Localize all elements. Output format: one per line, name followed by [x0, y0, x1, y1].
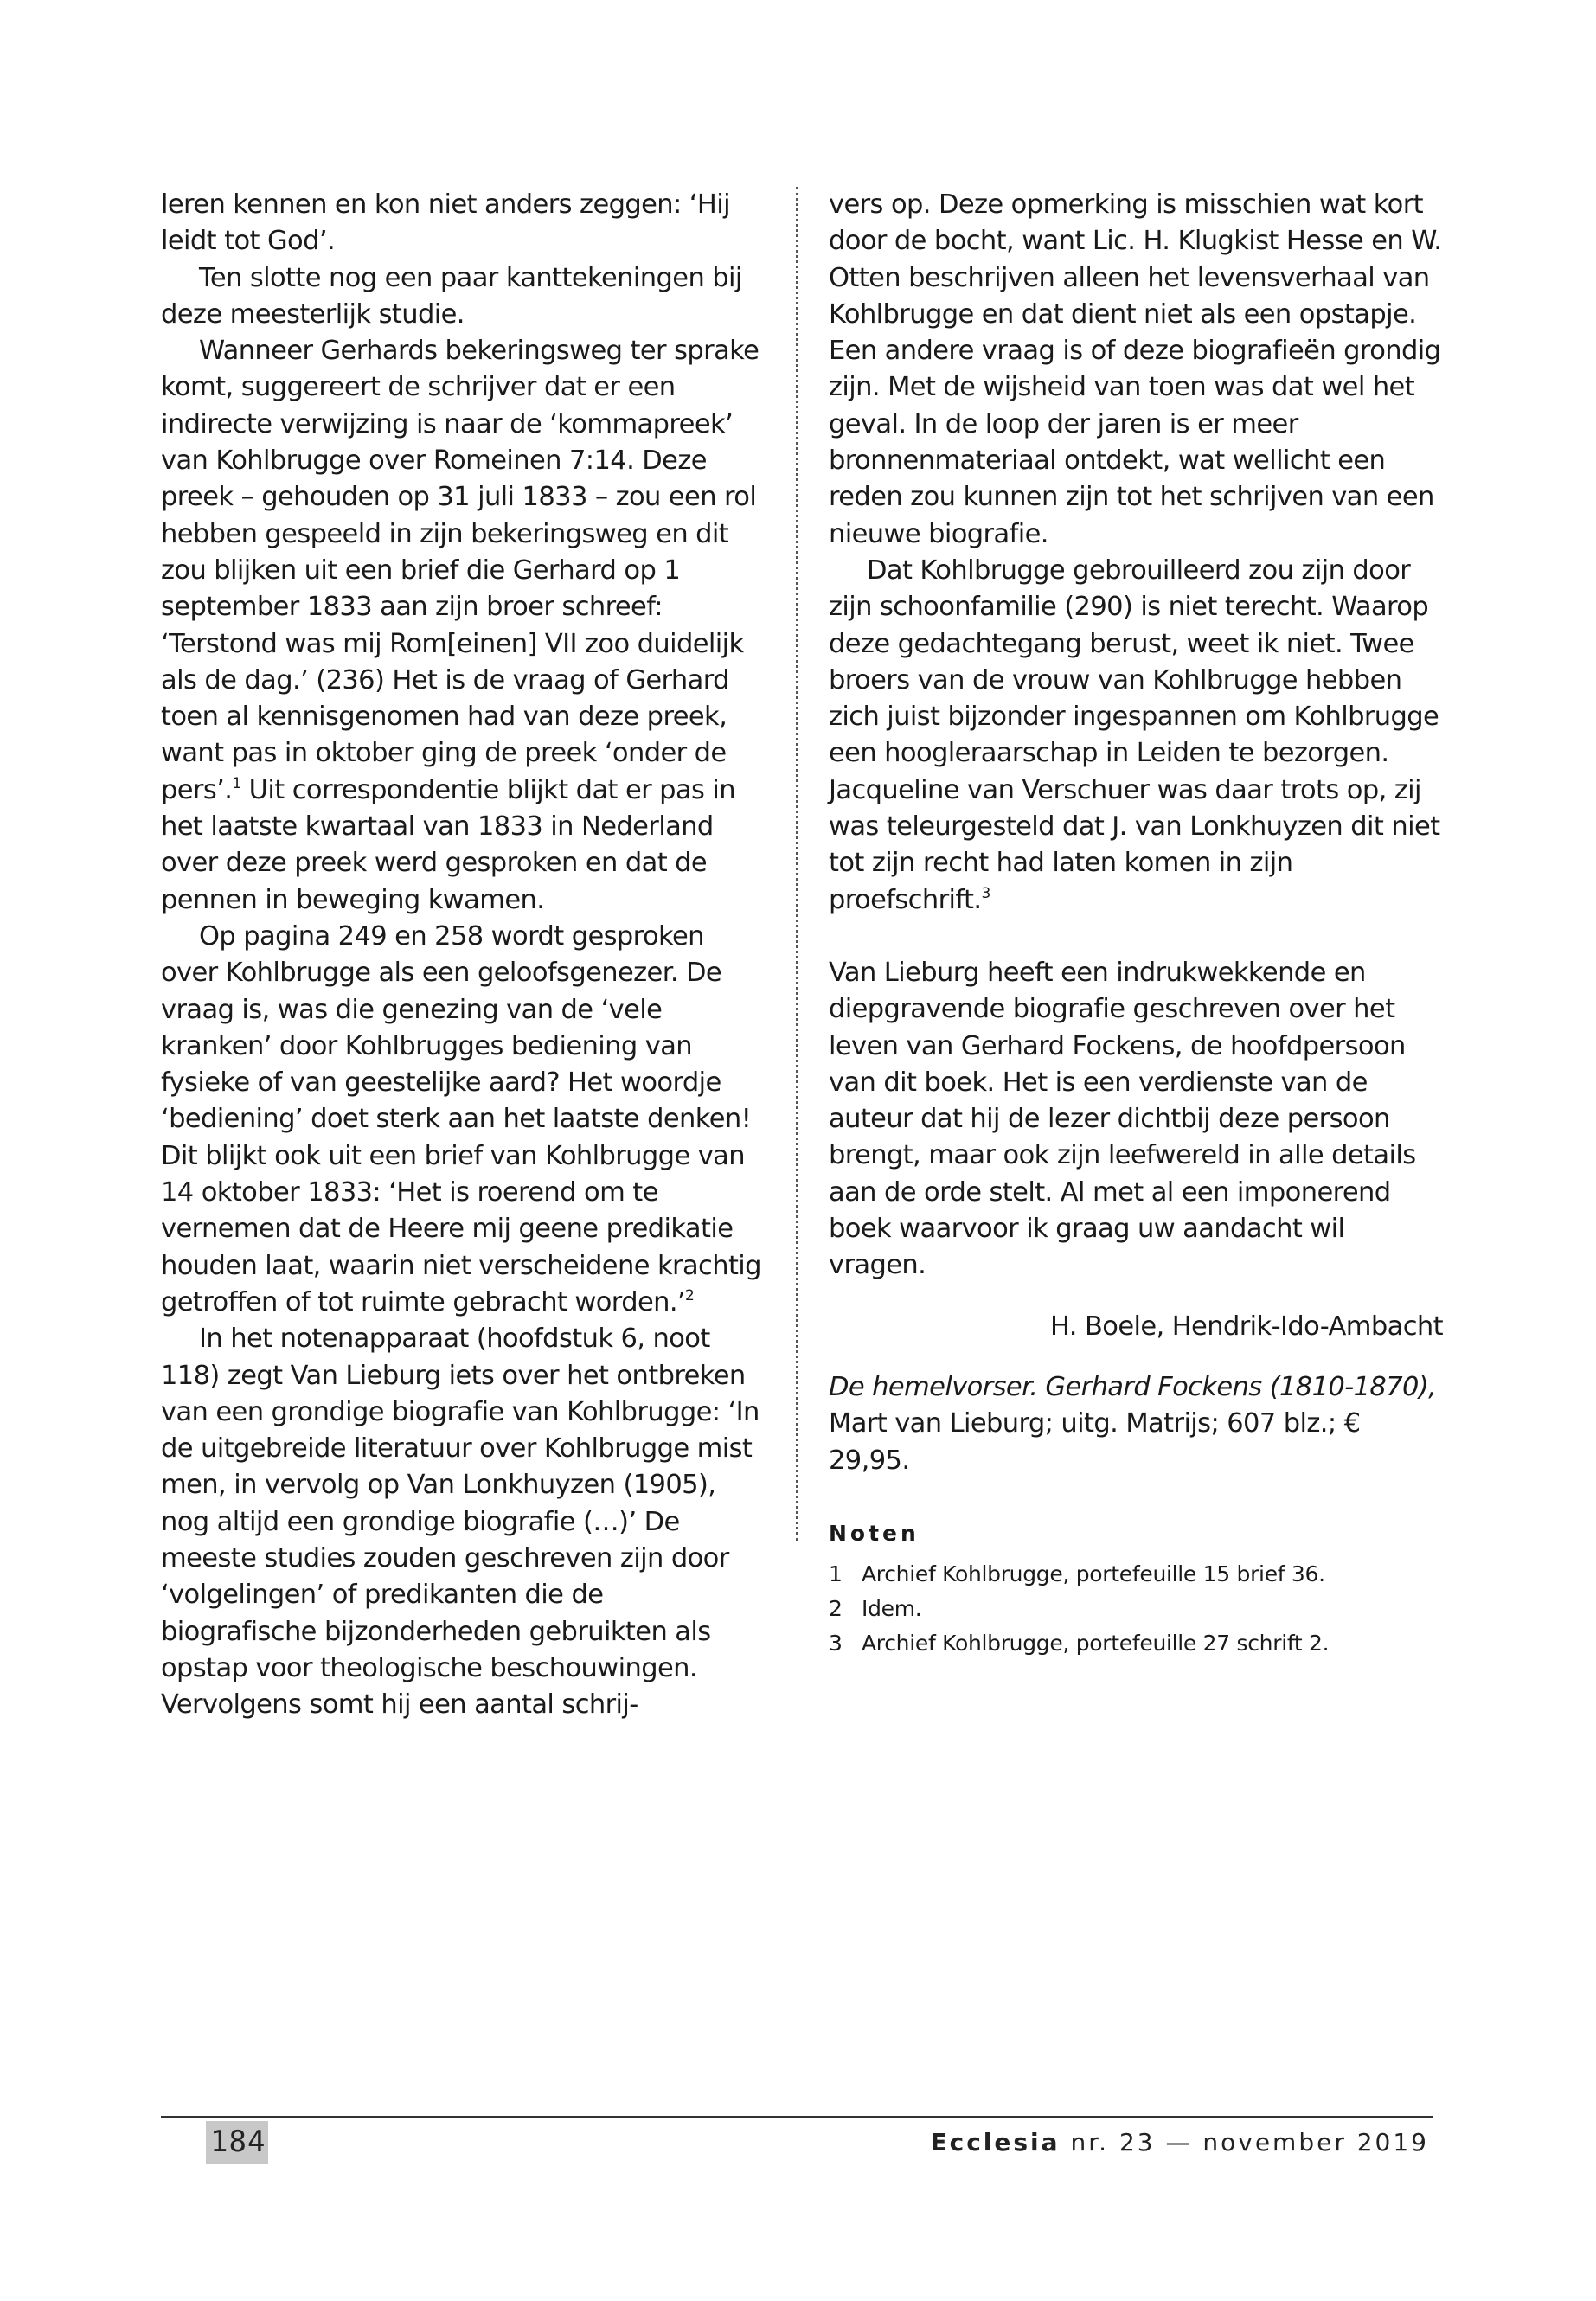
paragraph — [161, 333, 766, 919]
spacer — [829, 1479, 1443, 1503]
page-number: 184 — [210, 2125, 266, 2159]
book-reference — [829, 1369, 1443, 1479]
spacer — [829, 919, 1443, 955]
paragraph-text: Op pagina 249 en 258 wordt gesproken over Kohlbrugge als een geloofsgenezer. De vraag is, was die genezing van de ‘vele kranken’ door Kohlbrugges bediening van fysieke of van geestelijke aard? Het woordje ‘bediening’ doet sterk aan het laatste denken! Dit blijkt ook uit een brief van Kohlbrugge van 14 oktober 1833: ‘Het is roerend om te vernemen dat de Heere mij geene predikatie houden laat, waarin niet verscheidene krachtig getroffen of tot ruimte gebracht worden.’ — [161, 920, 761, 1317]
author-signature: H. Boele, Hendrik-Ido-Ambacht — [1049, 1311, 1443, 1342]
note-item — [829, 1592, 1443, 1626]
note-text: Idem. — [862, 1596, 922, 1622]
note-number: 3 — [829, 1631, 843, 1657]
paragraph: vers op. Deze opmerking is misschien wat kort door de bocht, want Lic. H. Klugkist Hesse en W. Otten beschrijven alleen het levensverhaal van Kohlbrugge en dat dient niet als een opstapje. Een andere vraag is of deze biografieën grondig zijn. Met de wijsheid van toen was dat wel het geval. In de loop der jaren is er meer bronnenmateriaal ontdekt, wat wellicht een reden zou kunnen zijn tot het schrijven van een nieuwe biografie. — [829, 189, 1442, 549]
notes-heading: Noten — [829, 1520, 920, 1546]
paragraph: Ten slotte nog een paar kanttekeningen bij deze meesterlijk studie. — [161, 262, 742, 330]
paragraph-text: Wanneer Gerhards bekeringsweg ter sprake komt, suggereert de schrijver dat er een indirecte verwijzing is naar de ‘kommapreek’ van Kohlbrugge over Romeinen 7:14. Deze preek – gehouden op 31 juli 1833 – zou een rol hebben gespeeld in zijn bekeringsweg en dit zou blijken uit een brief die Gerhard op 1 september 1833 aan zijn broer schreef: ‘Terstond was mij Rom[einen] VII zoo duidelijk als de dag.’ (236) Het is de vraag of Gerhard toen al kennisgenomen had van deze preek, want pas in oktober ging de preek ‘onder de pers’. — [161, 336, 760, 805]
book-title: De hemelvorser. Gerhard Fockens (1810-1870), — [829, 1371, 1437, 1402]
note-number: 2 — [829, 1596, 843, 1622]
book-details: Mart van Lieburg; uitg. Matrijs; 607 blz.; € 29,95. — [829, 1408, 1361, 1476]
spacer — [829, 1345, 1443, 1369]
note-item — [829, 1626, 1443, 1661]
note-text: Archief Kohlbrugge, portefeuille 15 brief 36. — [862, 1561, 1325, 1587]
journal-footer — [930, 2128, 1429, 2157]
paragraph-text: Dat Kohlbrugge gebrouilleerd zou zijn door zijn schoonfamilie (290) is niet terecht. Waarop deze gedachtegang berust, weet ik niet. Twee broers van de vrouw van Kohlbrugge hebben zich juist bijzonder ingespannen om Kohlbrugge een hoogleraarschap in Leiden te bezorgen. Jacqueline van Verschuer was daar trots op, zij was teleurgesteld dat J. van Lonkhuyzen dit niet tot zijn recht had laten komen in zijn proefschrift. — [829, 554, 1440, 915]
paragraph: Van Lieburg heeft een indrukwekkende en diepgravende biografie geschreven over het leven van Gerhard Fockens, de hoofdpersoon van dit boek. Het is een verdienste van de auteur dat hij de lezer dichtbij deze persoon brengt, maar ook zijn leefwereld in alle details aan de orde stelt. Al met al een imponerend boek waarvoor ik graag uw aandacht wil vragen. — [829, 957, 1416, 1281]
column-divider — [796, 187, 798, 1541]
paragraph — [829, 553, 1443, 919]
note-text: Archief Kohlbrugge, portefeuille 27 schrift 2. — [862, 1631, 1330, 1657]
journal-name: Ecclesia — [930, 2128, 1061, 2157]
footnote-ref: 2 — [685, 1286, 695, 1304]
spacer — [829, 1285, 1443, 1309]
footnote-ref: 1 — [232, 774, 241, 792]
paragraph — [161, 919, 766, 1321]
footnote-ref: 3 — [981, 884, 990, 902]
paragraph: leren kennen en kon niet anders zeggen: ‘Hij leidt tot God’. — [161, 189, 730, 257]
note-item — [829, 1557, 1443, 1592]
paragraph-text: Uit correspondentie blijkt dat er pas in het laatste kwartaal van 1833 in Nederland over deze preek werd gesproken en dat de pennen in beweging kwamen. — [161, 774, 736, 915]
paragraph: In het notenapparaat (hoofdstuk 6, noot 118) zegt Van Lieburg iets over het ontbreken van een grondige biografie van Kohlbrugge: ‘In de uitgebreide literatuur over Kohlbrugge mist men, in vervolg op Van Lonkhuyzen (1905), nog altijd een grondige biografie (…)’ De meeste studies zouden geschreven zijn door ‘volgelingen’ of predikanten die de biografische bijzonderheden gebruikten als opstap voor theologische beschouwingen. Vervolgens somt hij een aantal schrij- — [161, 1324, 760, 1721]
right-column — [829, 187, 1443, 1661]
journal-issue: nr. 23 — november 2019 — [1060, 2128, 1429, 2157]
footer-rule — [161, 2116, 1433, 2118]
left-column — [161, 187, 766, 1723]
note-number: 1 — [829, 1561, 843, 1587]
